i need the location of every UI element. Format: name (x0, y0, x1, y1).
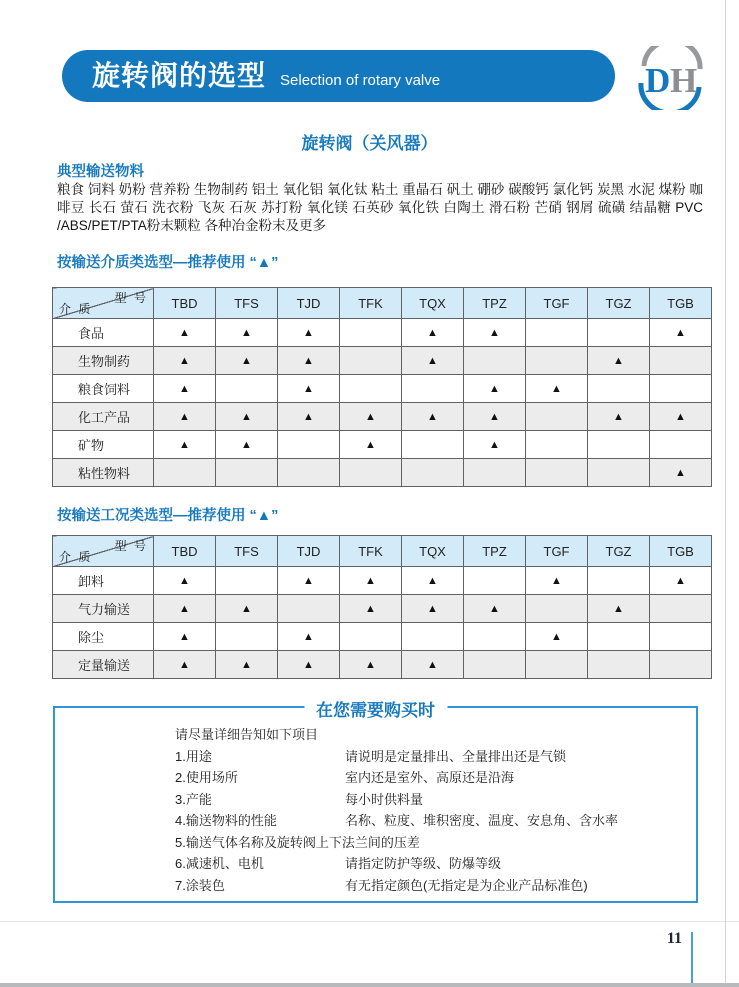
triangle-mark-cell: ▲ (216, 651, 278, 679)
purchase-item (175, 745, 696, 767)
empty-cell (464, 567, 526, 595)
triangle-mark-cell: ▲ (402, 403, 464, 431)
table-row (53, 651, 712, 679)
item-desc: 请说明是定量排出、全量排出还是气锁 (345, 748, 567, 764)
purchase-item (175, 766, 696, 788)
column-header: TQX (402, 536, 464, 567)
triangle-mark-cell: ▲ (402, 347, 464, 375)
triangle-mark-cell: ▲ (340, 431, 402, 459)
item-desc: 室内还是室外、高原还是沿海 (345, 770, 515, 786)
row-label: 化工产品 (53, 403, 154, 431)
triangle-mark-cell: ▲ (650, 403, 712, 431)
empty-cell (216, 375, 278, 403)
purchase-intro: 请尽量详细告知如下项目 (175, 727, 319, 743)
triangle-mark-cell: ▲ (278, 623, 340, 651)
empty-cell (588, 623, 650, 651)
column-header: TBD (154, 536, 216, 567)
page-title: 旋转阀（关风器） (301, 134, 438, 153)
item-desc: 名称、粒度、堆积密度、温度、安息角、含水率 (345, 813, 619, 829)
table-row (53, 459, 712, 487)
triangle-mark-cell: ▲ (402, 567, 464, 595)
empty-cell (588, 375, 650, 403)
item-desc: 请指定防护等级、防爆等级 (345, 856, 502, 872)
triangle-mark-cell: ▲ (154, 567, 216, 595)
item-desc: 有无指定颜色(无指定是为企业产品标准色) (345, 877, 588, 893)
banner-title-en: Selection of rotary valve (280, 72, 441, 89)
triangle-mark-cell: ▲ (278, 403, 340, 431)
triangle-mark-cell: ▲ (526, 567, 588, 595)
table-row (53, 375, 712, 403)
footer-divider (0, 921, 739, 922)
triangle-mark-cell: ▲ (278, 319, 340, 347)
triangle-mark-cell: ▲ (340, 567, 402, 595)
triangle-mark-cell: ▲ (402, 595, 464, 623)
header-row (53, 536, 712, 567)
logo-letter-d: D (645, 61, 671, 100)
empty-cell (588, 651, 650, 679)
empty-cell (402, 431, 464, 459)
empty-cell (526, 651, 588, 679)
empty-cell (402, 459, 464, 487)
triangle-mark-cell: ▲ (650, 319, 712, 347)
empty-cell (588, 319, 650, 347)
table-row (53, 347, 712, 375)
condition-table-heading: 按输送工况类选型—推荐使用 “▲” (57, 508, 279, 524)
column-header: TQX (402, 288, 464, 319)
triangle-mark-cell: ▲ (340, 403, 402, 431)
triangle-mark-cell: ▲ (278, 651, 340, 679)
triangle-mark-cell: ▲ (154, 651, 216, 679)
empty-cell (340, 459, 402, 487)
corner-header-cell (53, 288, 154, 319)
corner-label-model: 型 号 (114, 291, 148, 305)
empty-cell (526, 403, 588, 431)
row-label: 气力输送 (53, 595, 154, 623)
table-row (53, 595, 712, 623)
column-header: TGF (526, 536, 588, 567)
media-selection-table (52, 287, 712, 487)
triangle-mark-cell: ▲ (340, 651, 402, 679)
item-label: 6.减速机、电机 (175, 856, 264, 872)
media-table-heading: 按输送介质类选型—推荐使用 “▲” (57, 255, 279, 271)
triangle-mark-cell: ▲ (216, 431, 278, 459)
purchase-item (175, 809, 696, 831)
table-row (53, 567, 712, 595)
triangle-mark-cell: ▲ (464, 319, 526, 347)
empty-cell (464, 651, 526, 679)
item-label: 3.产能 (175, 791, 212, 807)
empty-cell (464, 347, 526, 375)
triangle-mark-cell: ▲ (588, 347, 650, 375)
empty-cell (464, 623, 526, 651)
triangle-mark-cell: ▲ (278, 347, 340, 375)
condition-selection-table (52, 535, 712, 679)
page-number: 11 (666, 930, 682, 947)
empty-cell (278, 431, 340, 459)
row-label: 除尘 (53, 623, 154, 651)
page-edge-bottom (0, 983, 739, 987)
triangle-mark-cell: ▲ (464, 595, 526, 623)
column-header: TPZ (464, 288, 526, 319)
item-label: 4.输送物料的性能 (175, 813, 277, 829)
column-header: TGZ (588, 288, 650, 319)
empty-cell (588, 431, 650, 459)
page-edge-right (725, 0, 726, 983)
purchase-item (175, 852, 696, 874)
purchase-item (175, 831, 696, 853)
header-row (53, 288, 712, 319)
triangle-mark-cell: ▲ (588, 595, 650, 623)
logo-letter-h: H (670, 61, 698, 100)
empty-cell (588, 567, 650, 595)
triangle-mark-cell: ▲ (154, 319, 216, 347)
triangle-mark-cell: ▲ (588, 403, 650, 431)
empty-cell (650, 347, 712, 375)
triangle-mark-cell: ▲ (650, 567, 712, 595)
corner-header-cell (53, 536, 154, 567)
empty-cell (526, 595, 588, 623)
empty-cell (216, 567, 278, 595)
triangle-mark-cell: ▲ (216, 595, 278, 623)
dh-logo-icon (630, 46, 710, 110)
triangle-mark-cell: ▲ (154, 347, 216, 375)
empty-cell (154, 459, 216, 487)
purchase-box-title: 在您需要购买时 (304, 696, 447, 721)
corner-label-medium: 介 质 (59, 302, 93, 316)
materials-text: 粮食 饲料 奶粉 营养粉 生物制药 铝土 氧化铝 氧化钛 粘土 重晶石 矾土 硼砂 碳酸钙 氯化钙 炭黑 水泥 煤粉 咖啡豆 长石 萤石 洗衣粉 飞灰 石灰 苏打粉 氧化镁 石英砂 氧化铁 白陶土 滑石粉 芒硝 钢屑 硫磺 结晶糖 PVC /ABS/PET/PTA粉末颗粒 各种冶金粉末及更多 (57, 182, 703, 233)
purchase-item (175, 874, 696, 896)
column-header: TFS (216, 288, 278, 319)
empty-cell (340, 347, 402, 375)
column-header: TGZ (588, 536, 650, 567)
column-header: TJD (278, 288, 340, 319)
empty-cell (278, 459, 340, 487)
triangle-mark-cell: ▲ (154, 623, 216, 651)
table-row (53, 319, 712, 347)
triangle-mark-cell: ▲ (650, 459, 712, 487)
triangle-mark-cell: ▲ (402, 651, 464, 679)
column-header: TGB (650, 536, 712, 567)
materials-heading: 典型输送物料 (57, 164, 144, 180)
empty-cell (526, 347, 588, 375)
item-desc: 每小时供料量 (345, 791, 424, 807)
empty-cell (650, 375, 712, 403)
purchase-item (175, 788, 696, 810)
purchase-item-list (55, 708, 696, 895)
triangle-mark-cell: ▲ (216, 319, 278, 347)
item-label: 7.涂装色 (175, 877, 225, 893)
empty-cell (464, 459, 526, 487)
empty-cell (526, 319, 588, 347)
column-header: TBD (154, 288, 216, 319)
empty-cell (278, 595, 340, 623)
page-number-rule (691, 932, 693, 984)
triangle-mark-cell: ▲ (278, 567, 340, 595)
banner-title-zh: 旋转阀的选型 (92, 60, 267, 91)
table-row (53, 431, 712, 459)
row-label: 粘性物料 (53, 459, 154, 487)
item-label: 2.使用场所 (175, 770, 238, 786)
column-header: TJD (278, 536, 340, 567)
column-header: TGB (650, 288, 712, 319)
triangle-mark-cell: ▲ (216, 347, 278, 375)
triangle-mark-cell: ▲ (154, 403, 216, 431)
row-label: 生物制药 (53, 347, 154, 375)
column-header: TGF (526, 288, 588, 319)
empty-cell (650, 651, 712, 679)
empty-cell (402, 623, 464, 651)
row-label: 卸料 (53, 567, 154, 595)
empty-cell (526, 459, 588, 487)
purchase-info-box (53, 701, 698, 903)
empty-cell (650, 431, 712, 459)
empty-cell (340, 319, 402, 347)
triangle-mark-cell: ▲ (464, 403, 526, 431)
empty-cell (526, 431, 588, 459)
column-header: TFS (216, 536, 278, 567)
header-banner (62, 50, 615, 102)
triangle-mark-cell: ▲ (464, 375, 526, 403)
triangle-mark-cell: ▲ (464, 431, 526, 459)
column-header: TPZ (464, 536, 526, 567)
column-header: TFK (340, 288, 402, 319)
triangle-mark-cell: ▲ (154, 431, 216, 459)
corner-label-medium: 介 质 (59, 550, 93, 564)
purchase-intro-line (175, 723, 696, 745)
row-label: 矿物 (53, 431, 154, 459)
row-label: 定量输送 (53, 651, 154, 679)
empty-cell (216, 459, 278, 487)
empty-cell (588, 459, 650, 487)
corner-label-model: 型 号 (114, 539, 148, 553)
triangle-mark-cell: ▲ (216, 403, 278, 431)
item-label: 1.用途 (175, 748, 212, 764)
triangle-mark-cell: ▲ (154, 595, 216, 623)
triangle-mark-cell: ▲ (402, 319, 464, 347)
empty-cell (340, 375, 402, 403)
row-label: 粮食饲料 (53, 375, 154, 403)
row-label: 食品 (53, 319, 154, 347)
empty-cell (340, 623, 402, 651)
column-header: TFK (340, 536, 402, 567)
table-row (53, 623, 712, 651)
triangle-mark-cell: ▲ (340, 595, 402, 623)
triangle-mark-cell: ▲ (526, 623, 588, 651)
empty-cell (650, 595, 712, 623)
empty-cell (650, 623, 712, 651)
table-row (53, 403, 712, 431)
item-label: 5.输送气体名称及旋转阀上下法兰间的压差 (175, 834, 420, 850)
triangle-mark-cell: ▲ (278, 375, 340, 403)
empty-cell (216, 623, 278, 651)
triangle-mark-cell: ▲ (154, 375, 216, 403)
empty-cell (402, 375, 464, 403)
triangle-mark-cell: ▲ (526, 375, 588, 403)
